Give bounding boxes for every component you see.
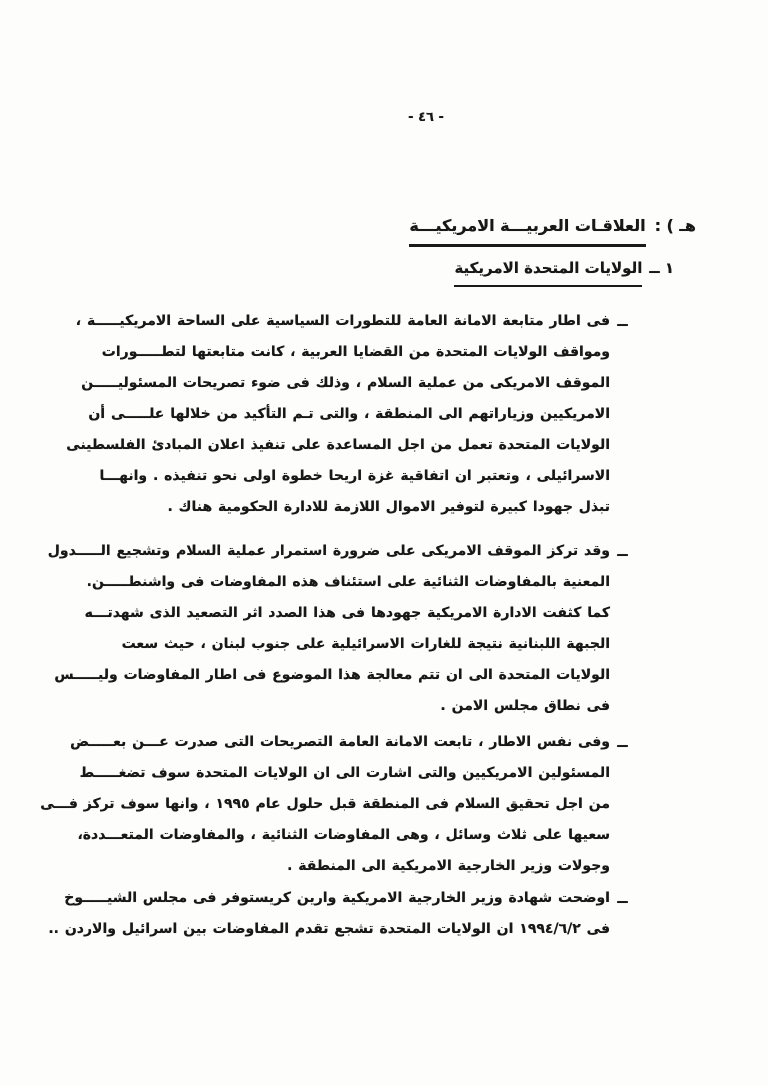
paragraph bbox=[47, 536, 635, 722]
text-line: الجبهة اللبنانية نتيجة للغارات الاسرائيلية على جنوب لبنان ، حيث سعت bbox=[121, 636, 610, 652]
section-letter-label: هـ ) : bbox=[654, 216, 696, 235]
text-line: فى اطار متابعة الامانة العامة للتطورات السياسية على الساحة الامريكيـــــة ، bbox=[75, 313, 610, 329]
text-line: فى نطاق مجلس الامن . bbox=[440, 698, 610, 714]
bullet-dash: ــ bbox=[617, 542, 628, 560]
bullet-dash: ــ bbox=[617, 312, 628, 330]
bullet-dash: ــ bbox=[617, 733, 628, 751]
bullet-dash: ــ bbox=[617, 889, 628, 907]
text-line: الموقف الامريكى من عملية السلام ، وذلك فى ضوء تصريحات المسئوليـــــن bbox=[81, 375, 610, 391]
text-line: الولايات المتحدة الى ان تتم معالجة هذا الموضوع فى اطار المفاوضات وليـــــس bbox=[54, 667, 610, 683]
paragraph bbox=[66, 306, 635, 523]
body-text bbox=[40, 306, 635, 945]
section-title: العلاقـات العربيـــة الامريكيـــة bbox=[409, 215, 645, 247]
paragraph bbox=[48, 883, 635, 945]
text-line: الامريكيين وزياراتهم الى المنطقة ، والتى تـم التأكيد من خلالها علـــــى أن bbox=[88, 406, 610, 422]
paragraph bbox=[40, 727, 635, 882]
paragraph-lines bbox=[47, 536, 610, 722]
page-number: - ٤٦ - bbox=[408, 110, 444, 125]
section-heading bbox=[409, 215, 696, 247]
text-line: فى ١٩٩٤/٦/٢ ان الولايات المتحدة تشجع تقدم المفاوضات بين اسرائيل والاردن .. bbox=[48, 921, 610, 937]
text-line: الاسرائيلى ، وتعتبر ان اتفاقية غزة اريحا خطوة اولى نحو تنفيذه . وانهـــا bbox=[99, 468, 610, 484]
subsection-title: الولايات المتحدة الامريكية bbox=[454, 258, 642, 287]
text-line: وجولات وزير الخارجية الامريكية الى المنطقة . bbox=[287, 858, 610, 874]
paragraph-lines bbox=[40, 727, 610, 882]
paragraph-lines bbox=[66, 306, 610, 523]
text-line: المعنية بالمفاوضات الثنائية على استئناف هذه المفاوضات فى واشنطـــــن. bbox=[86, 574, 610, 590]
text-line: اوضحت شهادة وزير الخارجية الامريكية وارين كريستوفر فى مجلس الشيـــــوخ bbox=[64, 890, 610, 906]
text-line: الولايات المتحدة تعمل من اجل المساعدة على تنفيذ اعلان المبادئ الفلسطينى bbox=[66, 437, 610, 453]
text-line: من اجل تحقيق السلام فى المنطقة قبل حلول عام ١٩٩٥ ، وانها سوف تركز فـــى bbox=[40, 796, 610, 812]
subsection-number: ١ ــ bbox=[649, 259, 674, 277]
text-line: كما كثفت الادارة الامريكية جهودها فى هذا الصدد اثر التصعيد الذى شهدتـــه bbox=[84, 605, 610, 621]
text-line: تبذل جهودا كبيرة لتوفير الاموال اللازمة للادارة الحكومية هناك . bbox=[167, 499, 610, 515]
text-line: سعيها على ثلاث وسائل ، وهى المفاوضات الثنائية ، والمفاوضات المتعـــددة، bbox=[77, 827, 610, 843]
text-line: ومواقف الولايات المتحدة من القضايا العربية ، كانت متابعتها لتطـــــورات bbox=[101, 344, 610, 360]
subsection-heading bbox=[454, 258, 674, 287]
text-line: وفى نفس الاطار ، تابعت الامانة العامة التصريحات التى صدرت عـــن بعـــــض bbox=[70, 734, 610, 750]
text-line: المسئولين الامريكيين والتى اشارت الى ان الولايات المتحدة سوف تضغـــــط bbox=[79, 765, 610, 781]
text-line: وقد تركز الموقف الامريكى على ضرورة استمرار عملية السلام وتشجيع الـــــدول bbox=[47, 543, 610, 559]
paragraph-lines bbox=[48, 883, 610, 945]
